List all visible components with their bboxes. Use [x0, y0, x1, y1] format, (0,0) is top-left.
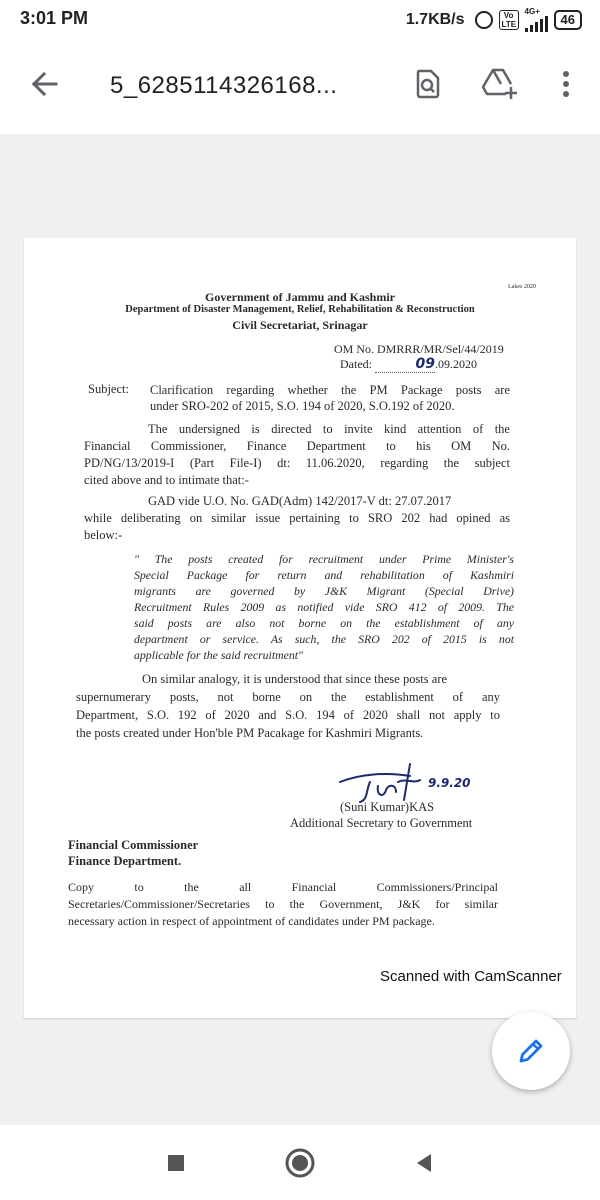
back-triangle-icon — [414, 1152, 434, 1174]
signature-date: 9.9.20 — [428, 776, 471, 790]
para2-line-3: below:- — [84, 528, 123, 542]
home-circle-icon — [284, 1147, 316, 1179]
add-to-drive-icon — [480, 64, 520, 104]
department-heading: Department of Disaster Management, Relief, Rehabilitation & Reconstruction — [125, 304, 475, 315]
quote-line-4: Recruitment Rules 2009 as notified vide SRO 412 of 2009. The — [134, 600, 514, 614]
home-button[interactable] — [282, 1145, 318, 1181]
dated-rest: .09.2020 — [435, 357, 477, 371]
add-to-drive-button[interactable] — [476, 60, 524, 108]
status-icons — [406, 8, 582, 32]
para1-line-4: cited above and to intimate that:- — [84, 473, 249, 487]
signal-icon — [525, 16, 548, 32]
quote-line-2: Special Package for return and rehabilitation of Kashmiri — [134, 568, 514, 582]
document-page — [24, 238, 576, 1018]
app-bar — [0, 38, 600, 134]
copy-line-1: Copy to the all Financial Commissioners/Principal — [68, 880, 498, 894]
para3-line-3: Department, S.O. 192 of 2020 and S.O. 194 of 2020 shall not apply to — [76, 708, 500, 722]
dated-label: Dated: — [340, 357, 372, 371]
more-vert-icon — [561, 69, 571, 99]
subject-line-1: Clarification regarding whether the PM Package posts are — [150, 383, 510, 397]
file-title: 5_6285114326168... — [110, 72, 338, 99]
net-speed: 1.7KB/s — [405, 11, 465, 28]
copy-line-2: Secretaries/Commissioner/Secretaries to the Government, J&K for similar — [68, 897, 498, 911]
signatory-name: (Suni Kumar)KAS — [340, 800, 435, 814]
secretariat-heading: Civil Secretariat, Srinagar — [232, 318, 368, 332]
dated-handwritten: 09 — [375, 356, 435, 373]
back-nav-button[interactable] — [406, 1145, 442, 1181]
subject-line-2: under SRO-202 of 2015, S.O. 194 of 2020, S.O.192 of 2020. — [150, 399, 455, 413]
para1-line-1: The undersigned is directed to invite kind attention of the — [148, 422, 510, 436]
signatory-title: Additional Secretary to Government — [290, 816, 473, 830]
camscanner-watermark: Scanned with CamScanner — [380, 968, 562, 985]
system-nav-bar — [0, 1125, 600, 1200]
battery-icon: 46 — [554, 10, 582, 30]
copy-line-3: necessary action in respect of appointment of candidates under PM package. — [68, 914, 435, 928]
edit-button[interactable] — [492, 1012, 570, 1090]
para1-line-2: Financial Commissioner, Finance Department to his OM No. — [84, 439, 510, 453]
dated-line — [340, 356, 477, 373]
recents-square-icon — [166, 1153, 186, 1173]
quote-line-7: applicable for the said recruitment" — [134, 648, 303, 662]
status-bar — [0, 0, 600, 38]
alarm-icon — [475, 11, 493, 29]
om-number: OM No. DMRRR/MR/Sel/44/2019 — [334, 342, 504, 356]
para1-line-3: PD/NG/13/2019-I (Part File-I) dt: 11.06.2020, regarding the subject — [84, 456, 510, 470]
quote-line-1: " The posts created for recruitment under Prime Minister's — [134, 552, 514, 566]
to-line-2: Finance Department. — [68, 854, 182, 868]
signal-group — [525, 8, 548, 32]
more-options-button[interactable] — [542, 60, 590, 108]
quote-line-6: department or service. As such, the SRO 202 of 2015 is not — [134, 632, 514, 646]
document-viewer[interactable] — [0, 134, 600, 1125]
quote-line-5: said posts are also not borne on the establishment of any — [134, 616, 514, 630]
status-time: 3:01 PM — [20, 8, 89, 28]
quote-line-3: migrants are governed by J&K Migrant (Special Drive) — [134, 584, 514, 598]
back-button[interactable] — [20, 60, 68, 108]
network-type-label: 4G+ — [524, 7, 540, 16]
para3-line-1: On similar analogy, it is understood that since these posts are — [142, 672, 448, 686]
para3-line-2: supernumerary posts, not borne on the establishment of any — [76, 690, 500, 704]
back-arrow-icon — [20, 60, 68, 108]
recents-button[interactable] — [158, 1145, 194, 1181]
para2-line-2: while deliberating on similar issue pertaining to SRO 202 had opined as — [84, 511, 510, 525]
gov-heading: Government of Jammu and Kashmir — [205, 290, 395, 304]
edit-pencil-icon — [516, 1036, 546, 1066]
lens-button[interactable] — [404, 60, 452, 108]
header-note: Lakes 2020 — [508, 284, 536, 290]
volte-icon: Vo LTE — [499, 10, 519, 30]
lens-search-icon — [411, 67, 445, 101]
to-line-1: Financial Commissioner — [68, 838, 199, 852]
para2-line-1: GAD vide U.O. No. GAD(Adm) 142/2017-V dt: 27.07.2017 — [148, 494, 452, 508]
para3-line-4: the posts created under Hon'ble PM Pacakage for Kashmiri Migrants. — [76, 726, 424, 740]
subject-label: Subject: — [88, 382, 129, 396]
